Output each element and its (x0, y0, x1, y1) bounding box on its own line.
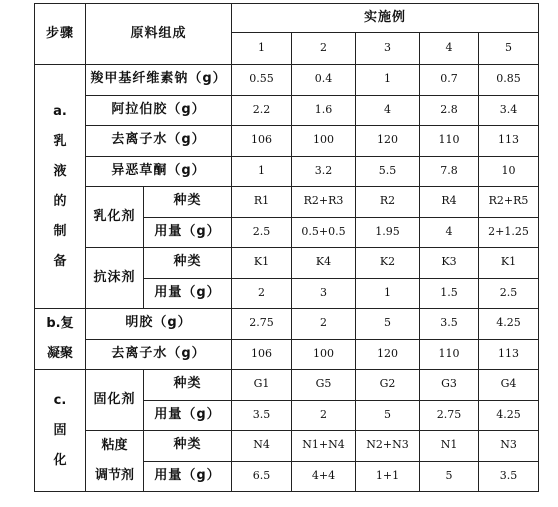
value-cell: 4 (356, 95, 420, 126)
type-label: 种类 (144, 248, 232, 279)
value-cell: K1 (479, 248, 539, 279)
value-cell: K3 (420, 248, 479, 279)
value-cell: G5 (292, 370, 356, 401)
example-number: 3 (356, 33, 420, 65)
section-c-char: c. (53, 392, 67, 408)
value-cell: 0.7 (420, 65, 479, 96)
value-cell: K1 (232, 248, 292, 279)
composition-header: 原料组成 (86, 4, 232, 65)
value-cell: 106 (232, 339, 292, 370)
value-cell: 3 (292, 278, 356, 309)
example-number: 2 (292, 33, 356, 65)
value-cell: 2 (292, 309, 356, 340)
value-cell: N3 (479, 431, 539, 462)
value-cell: 3.5 (232, 400, 292, 431)
value-cell: G1 (232, 370, 292, 401)
type-label: 种类 (144, 370, 232, 401)
value-cell: 2 (232, 278, 292, 309)
ingredient-name: 异恶草酮（g） (86, 156, 232, 187)
value-cell: 7.8 (420, 156, 479, 187)
value-cell: 4 (420, 217, 479, 248)
section-a-prefix: a. (53, 103, 67, 119)
value-cell: 110 (420, 126, 479, 157)
section-a-char: 的 (53, 193, 67, 209)
value-cell: 0.5+0.5 (292, 217, 356, 248)
value-cell: 0.55 (232, 65, 292, 96)
ingredient-name: 去离子水（g） (86, 339, 232, 370)
example-number: 5 (479, 33, 539, 65)
value-cell: G4 (479, 370, 539, 401)
value-cell: 113 (479, 339, 539, 370)
value-cell: 2.75 (420, 400, 479, 431)
section-a-char: 备 (53, 253, 67, 269)
value-cell: N1 (420, 431, 479, 462)
value-cell: 100 (292, 339, 356, 370)
section-c-label (35, 370, 86, 492)
type-label: 种类 (144, 187, 232, 218)
value-cell: 1.5 (420, 278, 479, 309)
value-cell: 106 (232, 126, 292, 157)
value-cell: 120 (356, 339, 420, 370)
amount-label: 用量（g） (144, 278, 232, 309)
value-cell: 113 (479, 126, 539, 157)
value-cell: R2+R5 (479, 187, 539, 218)
amount-label: 用量（g） (144, 461, 232, 492)
example-number: 4 (420, 33, 479, 65)
section-b-line: 凝聚 (46, 346, 73, 361)
ingredient-name: 明胶（g） (86, 309, 232, 340)
value-cell: R1 (232, 187, 292, 218)
ingredient-name: 阿拉伯胶（g） (86, 95, 232, 126)
value-cell: N2+N3 (356, 431, 420, 462)
value-cell: 6.5 (232, 461, 292, 492)
value-cell: 2.75 (232, 309, 292, 340)
value-cell: 1.6 (292, 95, 356, 126)
value-cell: 3.5 (479, 461, 539, 492)
example-number: 1 (232, 33, 292, 65)
value-cell: 2.5 (232, 217, 292, 248)
section-a-char: 制 (53, 223, 67, 239)
section-a-char: 乳 (53, 133, 67, 149)
value-cell: 2 (292, 400, 356, 431)
value-cell: 110 (420, 339, 479, 370)
value-cell: 10 (479, 156, 539, 187)
value-cell: 4.25 (479, 400, 539, 431)
value-cell: 120 (356, 126, 420, 157)
viscosity-regulator-label (86, 431, 144, 492)
value-cell: K4 (292, 248, 356, 279)
type-label: 种类 (144, 431, 232, 462)
viscosity-line: 粘度 (101, 438, 128, 453)
value-cell: G3 (420, 370, 479, 401)
value-cell: 5 (420, 461, 479, 492)
value-cell: 4.25 (479, 309, 539, 340)
section-b-label (35, 309, 86, 370)
section-a-label (35, 65, 86, 309)
value-cell: 0.4 (292, 65, 356, 96)
value-cell: 5 (356, 309, 420, 340)
value-cell: 1.95 (356, 217, 420, 248)
section-c-char: 固 (53, 422, 67, 438)
value-cell: 2.5 (479, 278, 539, 309)
value-cell: 3.5 (420, 309, 479, 340)
amount-label: 用量（g） (144, 217, 232, 248)
emulsifier-label: 乳化剂 (86, 187, 144, 248)
value-cell: R2 (356, 187, 420, 218)
value-cell: G2 (356, 370, 420, 401)
value-cell: 5 (356, 400, 420, 431)
section-b-line: b.复 (46, 316, 74, 331)
amount-label: 用量（g） (144, 400, 232, 431)
examples-header: 实施例 (232, 4, 539, 33)
value-cell: 1+1 (356, 461, 420, 492)
value-cell: 3.2 (292, 156, 356, 187)
viscosity-line: 调节剂 (94, 468, 134, 483)
value-cell: 1 (232, 156, 292, 187)
value-cell: 1 (356, 278, 420, 309)
step-header: 步骤 (35, 4, 86, 65)
section-a-char: 液 (53, 163, 67, 179)
value-cell: 2.8 (420, 95, 479, 126)
value-cell: 5.5 (356, 156, 420, 187)
value-cell: 2+1.25 (479, 217, 539, 248)
section-c-char: 化 (53, 452, 67, 468)
value-cell: K2 (356, 248, 420, 279)
value-cell: 100 (292, 126, 356, 157)
defoamer-label: 抗沫剂 (86, 248, 144, 309)
value-cell: 1 (356, 65, 420, 96)
value-cell: 0.85 (479, 65, 539, 96)
value-cell: N4 (232, 431, 292, 462)
ingredient-name: 羧甲基纤维素钠（g） (86, 65, 232, 96)
value-cell: N1+N4 (292, 431, 356, 462)
value-cell: 4+4 (292, 461, 356, 492)
value-cell: R4 (420, 187, 479, 218)
value-cell: R2+R3 (292, 187, 356, 218)
composition-table (34, 3, 539, 492)
curing-agent-label: 固化剂 (86, 370, 144, 431)
value-cell: 2.2 (232, 95, 292, 126)
ingredient-name: 去离子水（g） (86, 126, 232, 157)
value-cell: 3.4 (479, 95, 539, 126)
